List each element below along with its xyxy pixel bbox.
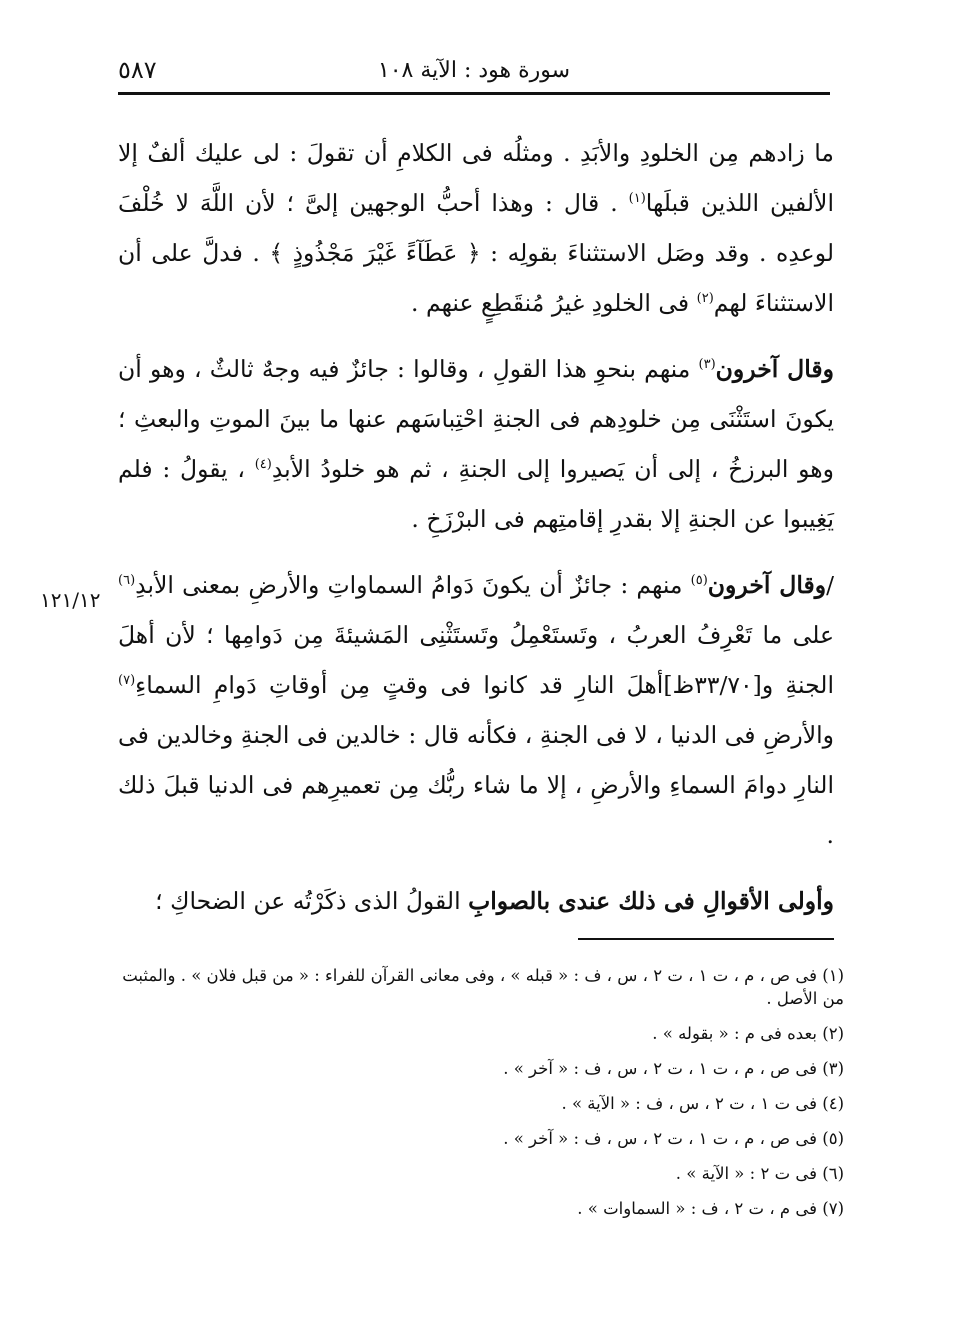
bold-phrase: وقال آخرون — [707, 571, 827, 599]
bold-phrase: وقال آخرون — [715, 355, 834, 383]
text-run: ما زادهم مِن الخلودِ والأبَدِ . ومثلُه فى الكلامِ أن تقولَ : لى عليك ألفٌ إلا الألفين اللذين قبلَها — [118, 139, 834, 217]
paragraph — [118, 344, 834, 544]
paragraph — [118, 560, 834, 860]
text-run: القولُ الذى ذكَرْتُه عن الضحاكِ ؛ — [155, 887, 469, 915]
footnote-marker: (١) — [628, 191, 646, 207]
text-run: والأرضِ فى الدنيا ، لا فى الجنةِ ، فكأنه قال : خالدين فى الجنةِ وخالدين فى النارِ دوامَ السماءِ والأرضِ ، إلا ما شاء ربُّك مِن تعميرِهم فى الدنيا قبلَ ذلك . — [118, 721, 834, 849]
footnote: (٧) فى م ، ت ٢ ، ف : « السماوات » . — [577, 1199, 844, 1218]
footnote: (١) فى ص ، م ، ت ١ ، ت ٢ ، س ، ف : « قبله » ، وفى معانى القرآن للفراء : « من قبل فلان » . والمثبت من الأصل . — [122, 966, 844, 1008]
page-number: ٥٨٧ — [118, 56, 157, 84]
text-run: . قال : وهذا أحبُّ الوجهين إلىَّ ؛ لأن اللَّهَ لا خُلْفَ لوعدِه . وقد وصَل الاستثناءَ بقولِه : ﴿ عَطَآءً غَيْرَ مَجْذُوذٍ ﴾ . فدلَّ على أن الاستثناءَ لهم — [118, 189, 834, 317]
paragraph — [118, 128, 834, 328]
footnote-marker: (٣) — [698, 357, 716, 373]
text-run: منهم : جائزٌ أن يكونَ دَوامُ السماواتِ والأرضِ بمعنى الأبدِ — [135, 571, 691, 599]
footnote-marker: (٥) — [690, 573, 708, 589]
footnote: (٢) بعده فى م : « بقوله » . — [652, 1024, 844, 1043]
page-header — [118, 52, 830, 95]
text-run: ، يقولُ : فلم يَغِيبوا عن الجنةِ إلا بقدرِ إقامتِهم فى البرْزَخِ . — [118, 455, 834, 533]
footnote-divider — [578, 938, 834, 940]
footnote: (٤) فى ت ١ ، ت ٢ ، س ، ف : « الآية » . — [561, 1094, 844, 1113]
footnote-marker: (٦) — [118, 573, 136, 589]
margin-reference: ١٢١/١٢ — [40, 588, 101, 612]
main-text — [118, 128, 834, 926]
text-run: / — [826, 571, 834, 599]
footnote: (٥) فى ص ، م ، ت ١ ، ت ٢ ، س ، ف : « آخر » . — [503, 1129, 844, 1148]
footnote-marker: (٢) — [696, 291, 714, 307]
footnote: (٣) فى ص ، م ، ت ١ ، ت ٢ ، س ، ف : « آخر » . — [503, 1059, 844, 1078]
footnotes — [118, 964, 844, 1232]
running-title: سورة هود : الآية ١٠٨ — [377, 58, 571, 83]
text-run: على ما تَعْرِفُ العربُ ، وتَستَعْمِلُ وتَستَثْنِى المَشيئةَ مِن دَوامِها ؛ لأن أهلَ الجنةِ و[٣٣/٧٠ظ]أهلَ النارِ قد كانوا فى وقتٍ مِن أوقاتِ دَوامِ السماءِ — [118, 621, 834, 699]
footnote-marker: (٧) — [118, 673, 136, 689]
text-run: فى الخلودِ غيرُ مُنقَطِعٍ عنهم . — [411, 289, 697, 317]
footnote-marker: (٤) — [254, 457, 272, 473]
footnote: (٦) فى ت ٢ : « الآية » . — [675, 1164, 844, 1183]
text-run: منهم بنحوِ هذا القولِ ، وقالوا : جائزٌ فيه وجهٌ ثالثٌ ، وهو أن يكونَ استَثْنَى مِن خلودِهم فى الجنةِ احْتِباسَهم عنها ما بينَ الموتِ والبعثِ ؛ وهو البرزخُ ، إلى أن يَصيروا إلى الجنةِ ، ثم هو خلودُ الأبدِ — [118, 355, 834, 483]
bold-phrase: وأولى الأقوالِ فى ذلك عندى بالصوابِ — [468, 887, 834, 915]
paragraph — [118, 876, 834, 926]
